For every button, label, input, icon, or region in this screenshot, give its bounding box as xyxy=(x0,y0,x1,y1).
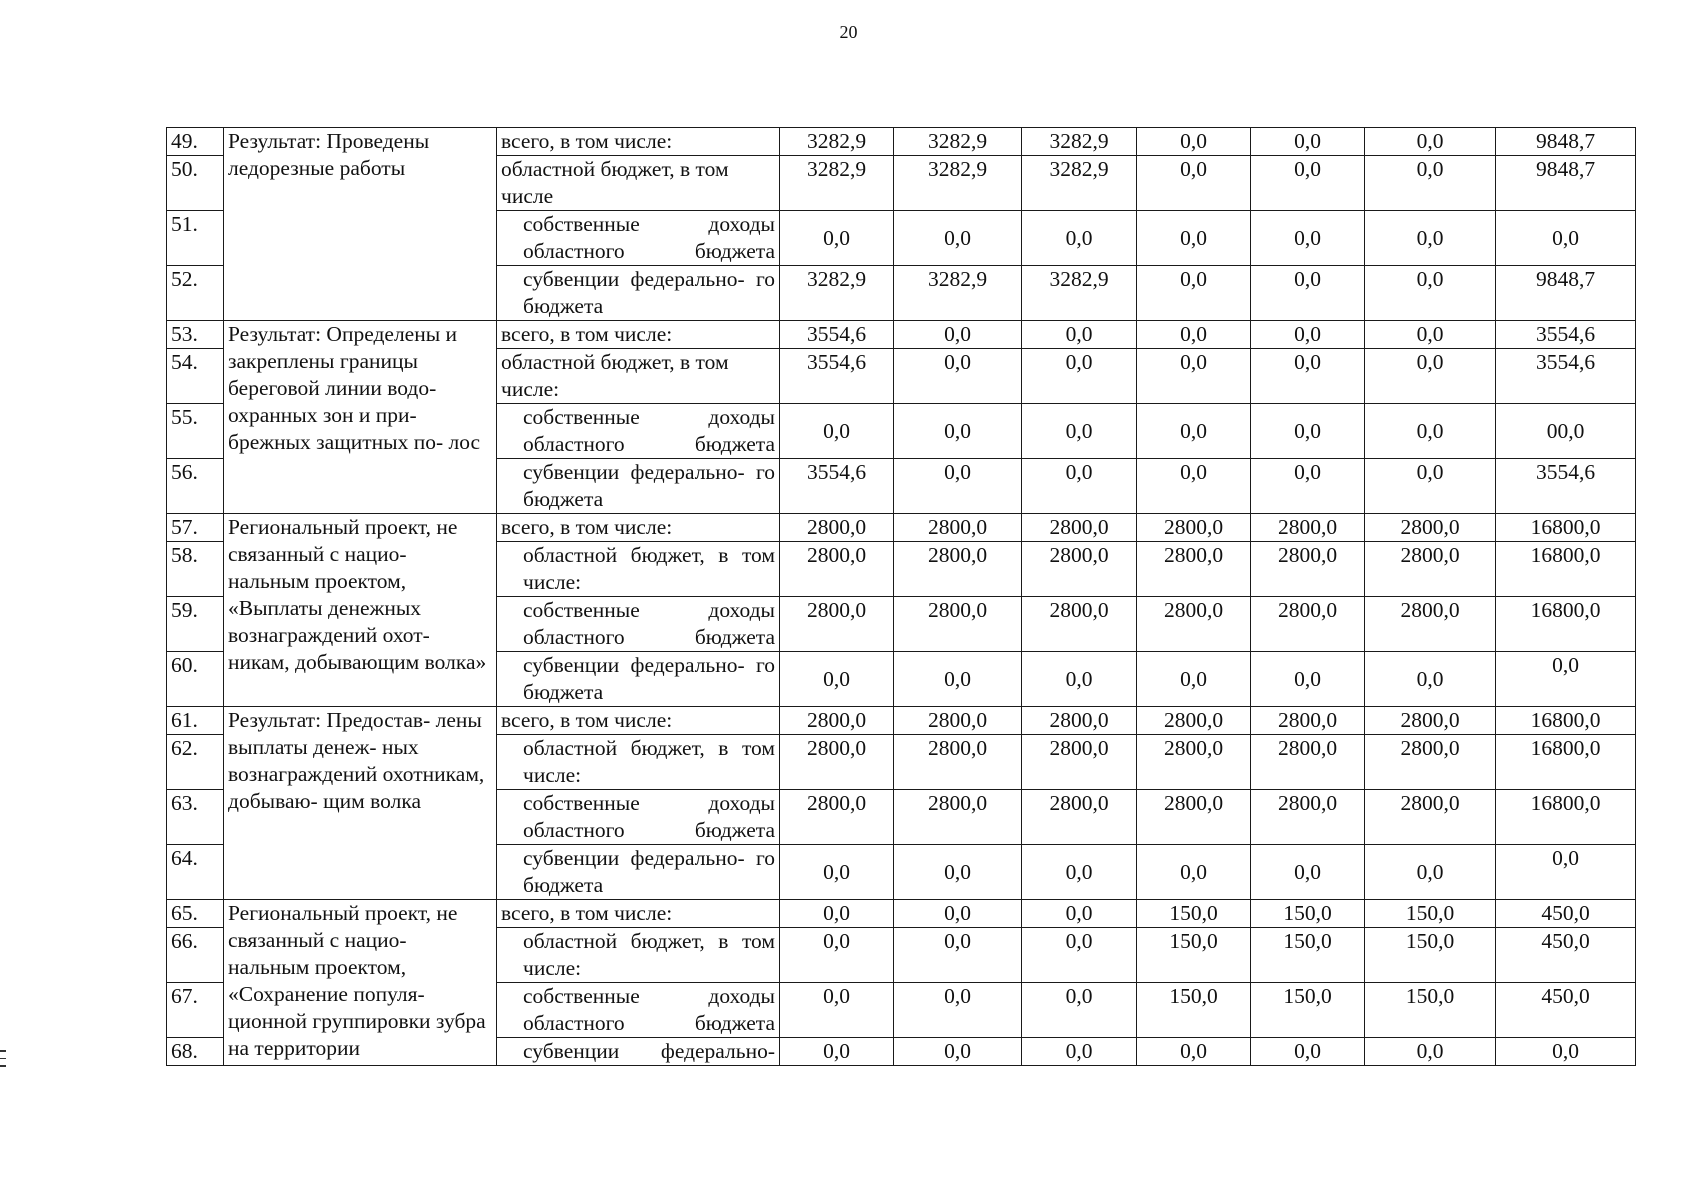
result-label: Результат: Определены и закреплены границы береговой линии водо- охранных зон и при- брежных защитных по- лос xyxy=(224,321,497,514)
value-cell: 0,0 xyxy=(1137,652,1251,707)
result-label: Результат: Проведены ледорезные работы xyxy=(224,128,497,321)
value-cell: 9848,7 xyxy=(1496,128,1636,156)
value-cell: 0,0 xyxy=(1496,1038,1636,1066)
value-cell: 0,0 xyxy=(780,900,894,928)
value-cell: 2800,0 xyxy=(1022,514,1137,542)
value-cell: 16800,0 xyxy=(1496,514,1636,542)
value-cell: 3554,6 xyxy=(1496,459,1636,514)
row-number: 63. xyxy=(167,790,224,845)
value-cell: 150,0 xyxy=(1251,928,1365,983)
value-cell: 0,0 xyxy=(894,652,1022,707)
funding-source: собственные доходы областного бюджета xyxy=(497,404,780,459)
value-cell: 0,0 xyxy=(1365,845,1496,900)
value-cell: 150,0 xyxy=(1365,900,1496,928)
value-cell: 3282,9 xyxy=(1022,128,1137,156)
value-cell: 2800,0 xyxy=(1137,790,1251,845)
funding-source: субвенции федерально- xyxy=(497,1038,780,1066)
value-cell: 9848,7 xyxy=(1496,266,1636,321)
value-cell: 0,0 xyxy=(1496,652,1636,707)
row-number: 67. xyxy=(167,983,224,1038)
value-cell: 0,0 xyxy=(780,845,894,900)
row-number: 51. xyxy=(167,211,224,266)
value-cell: 0,0 xyxy=(1022,459,1137,514)
value-cell: 0,0 xyxy=(894,459,1022,514)
row-number: 57. xyxy=(167,514,224,542)
value-cell: 0,0 xyxy=(894,928,1022,983)
funding-source: всего, в том числе: xyxy=(497,900,780,928)
value-cell: 3282,9 xyxy=(780,156,894,211)
table-row xyxy=(167,514,1636,542)
value-cell: 0,0 xyxy=(1365,652,1496,707)
funding-source: всего, в том числе: xyxy=(497,321,780,349)
value-cell: 2800,0 xyxy=(780,707,894,735)
value-cell: 0,0 xyxy=(894,983,1022,1038)
row-number: 55. xyxy=(167,404,224,459)
funding-source: всего, в том числе: xyxy=(497,707,780,735)
value-cell: 0,0 xyxy=(780,1038,894,1066)
funding-source: областной бюджет, в том числе: xyxy=(497,349,780,404)
value-cell: 2800,0 xyxy=(894,735,1022,790)
funding-source: областной бюджет, в том числе xyxy=(497,156,780,211)
value-cell: 16800,0 xyxy=(1496,735,1636,790)
value-cell: 2800,0 xyxy=(1365,735,1496,790)
value-cell: 0,0 xyxy=(1251,128,1365,156)
value-cell: 0,0 xyxy=(1022,1038,1137,1066)
row-number: 52. xyxy=(167,266,224,321)
value-cell: 3554,6 xyxy=(780,349,894,404)
value-cell: 150,0 xyxy=(1251,983,1365,1038)
value-cell: 150,0 xyxy=(1137,900,1251,928)
value-cell: 0,0 xyxy=(1022,928,1137,983)
funding-source: собственные доходы областного бюджета xyxy=(497,790,780,845)
funding-source: собственные доходы областного бюджета xyxy=(497,983,780,1038)
value-cell: 2800,0 xyxy=(1137,597,1251,652)
value-cell: 2800,0 xyxy=(894,707,1022,735)
value-cell: 0,0 xyxy=(894,845,1022,900)
value-cell: 3282,9 xyxy=(1022,266,1137,321)
value-cell: 0,0 xyxy=(1137,266,1251,321)
funding-source: субвенции федерально- го бюджета xyxy=(497,459,780,514)
value-cell: 0,0 xyxy=(1251,652,1365,707)
value-cell: 0,0 xyxy=(1022,900,1137,928)
value-cell: 0,0 xyxy=(1022,983,1137,1038)
value-cell: 0,0 xyxy=(1365,459,1496,514)
value-cell: 0,0 xyxy=(1496,211,1636,266)
value-cell: 2800,0 xyxy=(1137,514,1251,542)
value-cell: 2800,0 xyxy=(1251,542,1365,597)
value-cell: 0,0 xyxy=(780,928,894,983)
funding-source: субвенции федерально- го бюджета xyxy=(497,845,780,900)
value-cell: 0,0 xyxy=(1137,156,1251,211)
row-number: 65. xyxy=(167,900,224,928)
value-cell: 0,0 xyxy=(894,1038,1022,1066)
row-number: 62. xyxy=(167,735,224,790)
funding-source: субвенции федерально- го бюджета xyxy=(497,652,780,707)
margin-marks xyxy=(0,1050,6,1073)
value-cell: 2800,0 xyxy=(1022,707,1137,735)
value-cell: 2800,0 xyxy=(1251,597,1365,652)
value-cell: 3282,9 xyxy=(780,266,894,321)
value-cell: 0,0 xyxy=(1137,321,1251,349)
row-number: 68. xyxy=(167,1038,224,1066)
value-cell: 0,0 xyxy=(894,349,1022,404)
value-cell: 16800,0 xyxy=(1496,790,1636,845)
value-cell: 3282,9 xyxy=(894,266,1022,321)
value-cell: 0,0 xyxy=(780,211,894,266)
value-cell: 3554,6 xyxy=(780,321,894,349)
value-cell: 2800,0 xyxy=(780,735,894,790)
value-cell: 2800,0 xyxy=(1137,542,1251,597)
value-cell: 2800,0 xyxy=(1022,542,1137,597)
row-number: 50. xyxy=(167,156,224,211)
value-cell: 0,0 xyxy=(1365,211,1496,266)
value-cell: 0,0 xyxy=(1137,845,1251,900)
value-cell: 0,0 xyxy=(1022,321,1137,349)
value-cell: 2800,0 xyxy=(780,514,894,542)
value-cell: 0,0 xyxy=(1365,321,1496,349)
budget-table-body xyxy=(167,128,1636,1066)
value-cell: 3282,9 xyxy=(1022,156,1137,211)
funding-source: всего, в том числе: xyxy=(497,128,780,156)
value-cell: 0,0 xyxy=(1251,156,1365,211)
value-cell: 3282,9 xyxy=(894,128,1022,156)
value-cell: 2800,0 xyxy=(780,790,894,845)
value-cell: 2800,0 xyxy=(1251,790,1365,845)
value-cell: 2800,0 xyxy=(1365,707,1496,735)
value-cell: 0,0 xyxy=(1365,266,1496,321)
value-cell: 150,0 xyxy=(1365,983,1496,1038)
value-cell: 9848,7 xyxy=(1496,156,1636,211)
value-cell: 2800,0 xyxy=(1022,597,1137,652)
value-cell: 0,0 xyxy=(894,900,1022,928)
value-cell: 150,0 xyxy=(1365,928,1496,983)
value-cell: 2800,0 xyxy=(1137,735,1251,790)
value-cell: 0,0 xyxy=(1251,1038,1365,1066)
value-cell: 0,0 xyxy=(780,983,894,1038)
value-cell: 00,0 xyxy=(1496,404,1636,459)
value-cell: 2800,0 xyxy=(1365,542,1496,597)
funding-source: областной бюджет, в том числе: xyxy=(497,735,780,790)
value-cell: 2800,0 xyxy=(780,542,894,597)
value-cell: 3282,9 xyxy=(894,156,1022,211)
value-cell: 150,0 xyxy=(1137,928,1251,983)
value-cell: 0,0 xyxy=(1137,1038,1251,1066)
value-cell: 450,0 xyxy=(1496,900,1636,928)
value-cell: 0,0 xyxy=(1365,349,1496,404)
value-cell: 0,0 xyxy=(1251,266,1365,321)
row-number: 54. xyxy=(167,349,224,404)
value-cell: 0,0 xyxy=(1137,128,1251,156)
value-cell: 2800,0 xyxy=(1365,790,1496,845)
value-cell: 2800,0 xyxy=(1251,735,1365,790)
budget-table xyxy=(166,127,1636,1066)
value-cell: 2800,0 xyxy=(1251,514,1365,542)
value-cell: 3282,9 xyxy=(780,128,894,156)
row-number: 56. xyxy=(167,459,224,514)
funding-source: областной бюджет, в том числе: xyxy=(497,542,780,597)
table-row xyxy=(167,900,1636,928)
value-cell: 2800,0 xyxy=(894,542,1022,597)
value-cell: 0,0 xyxy=(1365,1038,1496,1066)
value-cell: 3554,6 xyxy=(780,459,894,514)
value-cell: 0,0 xyxy=(1365,128,1496,156)
value-cell: 0,0 xyxy=(1022,652,1137,707)
value-cell: 2800,0 xyxy=(894,790,1022,845)
value-cell: 0,0 xyxy=(1022,349,1137,404)
value-cell: 0,0 xyxy=(780,404,894,459)
funding-source: субвенции федерально- го бюджета xyxy=(497,266,780,321)
row-number: 61. xyxy=(167,707,224,735)
value-cell: 0,0 xyxy=(1251,404,1365,459)
value-cell: 450,0 xyxy=(1496,928,1636,983)
value-cell: 0,0 xyxy=(1137,404,1251,459)
funding-source: всего, в том числе: xyxy=(497,514,780,542)
value-cell: 450,0 xyxy=(1496,983,1636,1038)
value-cell: 0,0 xyxy=(1137,349,1251,404)
value-cell: 16800,0 xyxy=(1496,542,1636,597)
value-cell: 0,0 xyxy=(1137,211,1251,266)
value-cell: 0,0 xyxy=(894,211,1022,266)
row-number: 64. xyxy=(167,845,224,900)
value-cell: 0,0 xyxy=(894,404,1022,459)
row-number: 59. xyxy=(167,597,224,652)
result-label: Региональный проект, не связанный с нацио- нальным проектом, «Сохранение популя- ционной группировки зубра на территории xyxy=(224,900,497,1066)
value-cell: 0,0 xyxy=(1365,404,1496,459)
value-cell: 150,0 xyxy=(1251,900,1365,928)
value-cell: 2800,0 xyxy=(1022,790,1137,845)
funding-source: собственные доходы областного бюджета xyxy=(497,211,780,266)
value-cell: 0,0 xyxy=(1137,459,1251,514)
value-cell: 0,0 xyxy=(894,321,1022,349)
value-cell: 0,0 xyxy=(1022,211,1137,266)
value-cell: 0,0 xyxy=(1022,404,1137,459)
table-row xyxy=(167,128,1636,156)
value-cell: 0,0 xyxy=(1496,845,1636,900)
row-number: 58. xyxy=(167,542,224,597)
value-cell: 16800,0 xyxy=(1496,707,1636,735)
value-cell: 3554,6 xyxy=(1496,349,1636,404)
value-cell: 150,0 xyxy=(1137,983,1251,1038)
value-cell: 0,0 xyxy=(1251,321,1365,349)
value-cell: 0,0 xyxy=(1251,459,1365,514)
row-number: 66. xyxy=(167,928,224,983)
value-cell: 2800,0 xyxy=(894,514,1022,542)
value-cell: 16800,0 xyxy=(1496,597,1636,652)
value-cell: 0,0 xyxy=(1251,349,1365,404)
value-cell: 2800,0 xyxy=(1137,707,1251,735)
value-cell: 2800,0 xyxy=(1365,597,1496,652)
value-cell: 2800,0 xyxy=(1022,735,1137,790)
value-cell: 0,0 xyxy=(780,652,894,707)
result-label: Региональный проект, не связанный с нацио- нальным проектом, «Выплаты денежных вознаграждений охот- никам, добывающим волка» xyxy=(224,514,497,707)
value-cell: 2800,0 xyxy=(780,597,894,652)
table-row xyxy=(167,707,1636,735)
value-cell: 3554,6 xyxy=(1496,321,1636,349)
value-cell: 0,0 xyxy=(1365,156,1496,211)
value-cell: 0,0 xyxy=(1022,845,1137,900)
page-number: 20 xyxy=(839,22,858,42)
funding-source: собственные доходы областного бюджета xyxy=(497,597,780,652)
value-cell: 2800,0 xyxy=(1251,707,1365,735)
funding-source: областной бюджет, в том числе: xyxy=(497,928,780,983)
value-cell: 2800,0 xyxy=(1365,514,1496,542)
result-label: Результат: Предостав- лены выплаты денеж- ных вознаграждений охотникам, добываю- щим волка xyxy=(224,707,497,900)
value-cell: 2800,0 xyxy=(894,597,1022,652)
row-number: 60. xyxy=(167,652,224,707)
row-number: 53. xyxy=(167,321,224,349)
table-row xyxy=(167,321,1636,349)
value-cell: 0,0 xyxy=(1251,845,1365,900)
value-cell: 0,0 xyxy=(1251,211,1365,266)
row-number: 49. xyxy=(167,128,224,156)
